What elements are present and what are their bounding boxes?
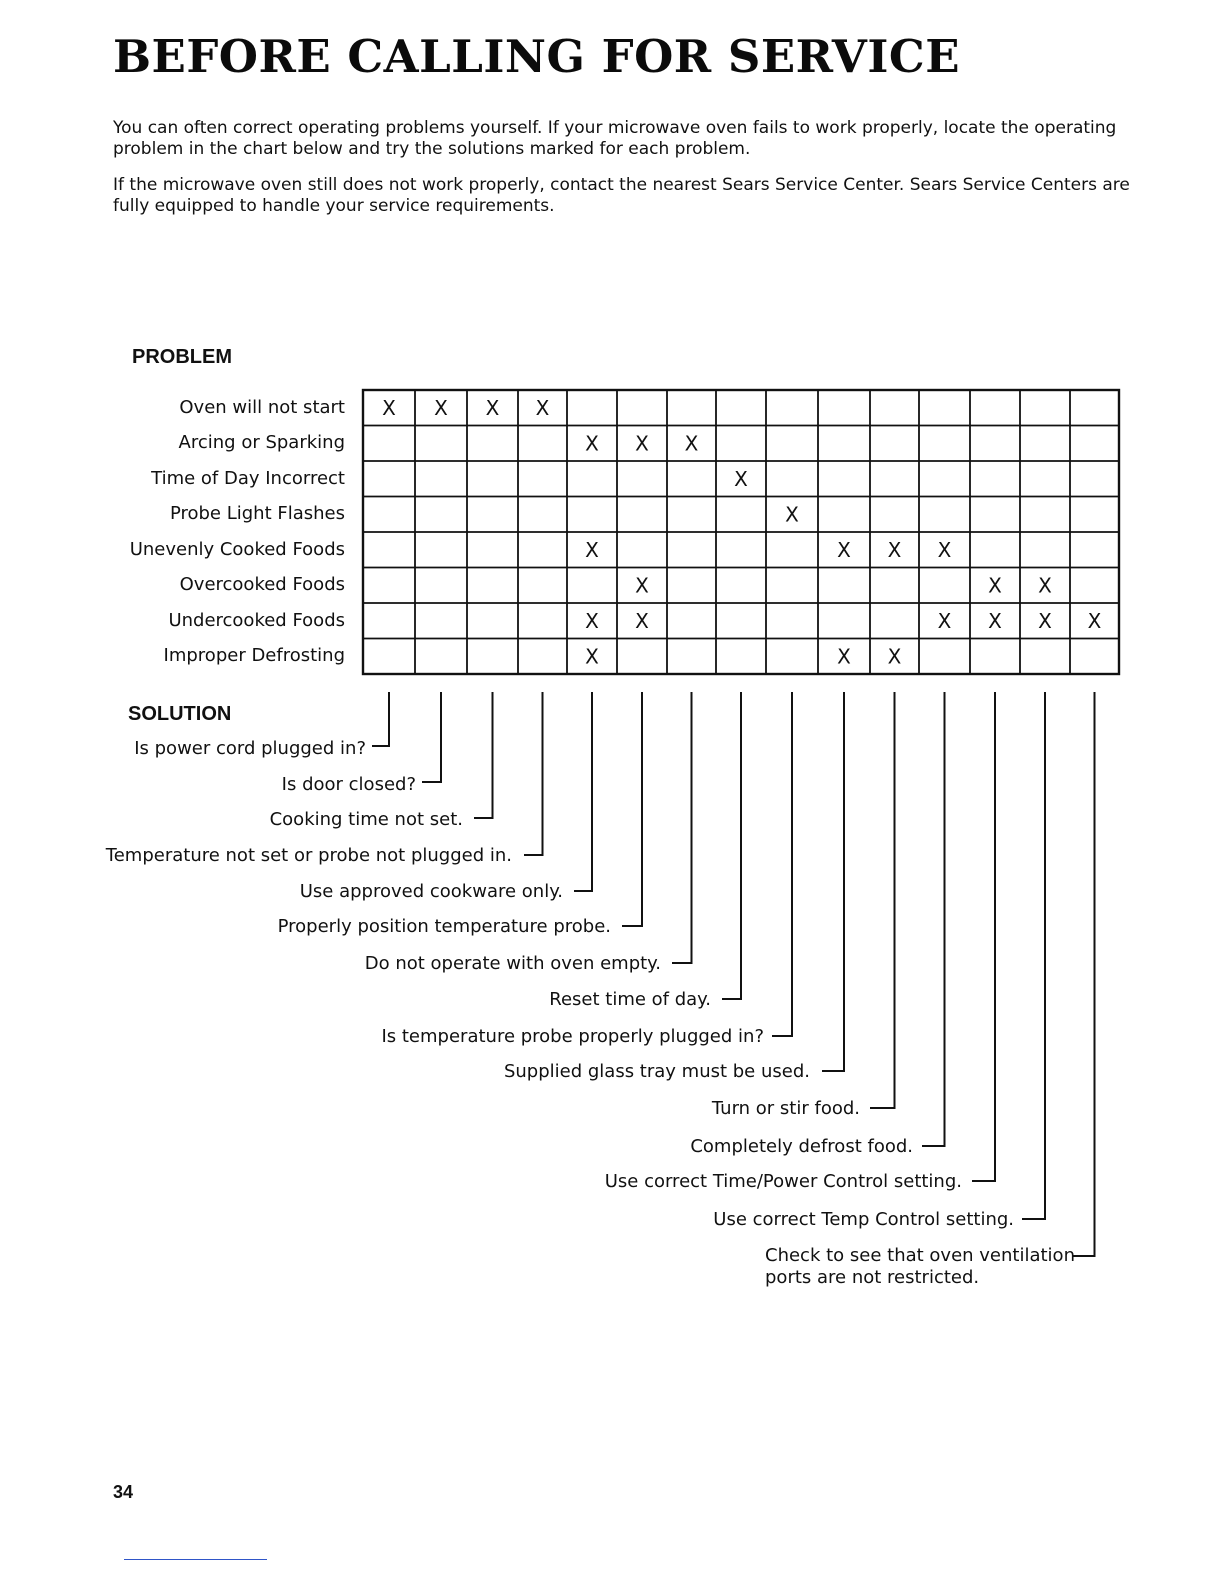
mark-row-7-col-13: X	[988, 608, 1002, 633]
intro-paragraph-1: You can often correct operating problems yourself. If your microwave oven fails to work properly, locate the operating problem in the chart below and try the solutions marked for each problem.	[113, 118, 1117, 159]
solution-label-defrost: Completely defrost food.	[690, 1136, 913, 1157]
problem-label-arcing-or-sparking: Arcing or Sparking	[178, 432, 345, 453]
solution-heading: SOLUTION	[128, 703, 232, 725]
mark-row-7-col-14: X	[1038, 608, 1052, 633]
solution-label-reset-time: Reset time of day.	[549, 989, 711, 1010]
intro-paragraph-2: If the microwave oven still does not work properly, contact the nearest Sears Service Center. Sears Service Centers are fully equipped to handle your service requirements.	[113, 175, 1130, 216]
mark-row-6-col-13: X	[988, 573, 1002, 598]
mark-row-6-col-14: X	[1038, 573, 1052, 598]
problem-heading: PROBLEM	[132, 346, 232, 368]
mark-row-2-col-5: X	[585, 431, 599, 456]
mark-row-1-col-1: X	[382, 395, 396, 420]
mark-row-4-col-9: X	[785, 502, 799, 527]
mark-row-2-col-7: X	[684, 431, 699, 456]
problem-label-unevenly-cooked-foods: Unevenly Cooked Foods	[129, 539, 345, 560]
problem-label-time-of-day-incorrect: Time of Day Incorrect	[151, 468, 345, 489]
mark-row-7-col-12: X	[937, 608, 952, 633]
solution-label-time-power: Use correct Time/Power Control setting.	[604, 1171, 962, 1192]
page-number: 34	[113, 1482, 134, 1502]
solution-label-cooking-time: Cooking time not set.	[269, 809, 463, 830]
solution-label-door-closed: Is door closed?	[281, 774, 416, 795]
mark-row-1-col-4: X	[535, 395, 550, 420]
mark-row-5-col-11: X	[887, 537, 902, 562]
solution-label-ventilation-line-2: ports are not restricted.	[765, 1267, 980, 1288]
solution-label-power-cord: Is power cord plugged in?	[134, 738, 366, 759]
mark-row-5-col-12: X	[937, 537, 952, 562]
mark-row-3-col-8: X	[734, 466, 748, 491]
mark-row-1-col-3: X	[485, 395, 500, 420]
problem-label-improper-defrosting: Improper Defrosting	[163, 645, 345, 666]
solution-label-glass-tray: Supplied glass tray must be used.	[503, 1061, 810, 1082]
mark-row-8-col-10: X	[837, 644, 851, 669]
solution-label-ventilation-line-1: Check to see that oven ventilation	[765, 1245, 1075, 1266]
mark-row-7-col-15: X	[1087, 608, 1102, 633]
mark-row-5-col-10: X	[837, 537, 851, 562]
problem-label-probe-light-flashes: Probe Light Flashes	[169, 503, 345, 524]
problem-label-overcooked-foods: Overcooked Foods	[179, 574, 345, 595]
solution-label-oven-empty: Do not operate with oven empty.	[364, 953, 661, 974]
mark-row-5-col-5: X	[585, 537, 599, 562]
mark-row-7-col-6: X	[635, 608, 649, 633]
solution-label-temperature-not-set: Temperature not set or probe not plugged in.	[105, 845, 512, 866]
mark-row-2-col-6: X	[635, 431, 649, 456]
solution-label-position-probe: Properly position temperature probe.	[277, 916, 611, 937]
mark-row-7-col-5: X	[585, 608, 599, 633]
footer-rule	[124, 1559, 267, 1560]
solution-label-turn-or-stir: Turn or stir food.	[711, 1098, 860, 1119]
page-title: BEFORE CALLING FOR SERVICE	[113, 30, 961, 83]
mark-row-8-col-5: X	[585, 644, 599, 669]
problem-label-undercooked-foods: Undercooked Foods	[168, 610, 345, 631]
mark-row-6-col-6: X	[635, 573, 649, 598]
solution-label-ventilation	[765, 1245, 1075, 1289]
solution-label-probe-plugged: Is temperature probe properly plugged in?	[381, 1026, 764, 1047]
solution-label-approved-cookware: Use approved cookware only.	[299, 881, 563, 902]
solution-label-temp-control: Use correct Temp Control setting.	[713, 1209, 1014, 1230]
mark-row-8-col-11: X	[887, 644, 902, 669]
problem-label-oven-will-not-start: Oven will not start	[179, 397, 345, 418]
mark-row-1-col-2: X	[434, 395, 448, 420]
